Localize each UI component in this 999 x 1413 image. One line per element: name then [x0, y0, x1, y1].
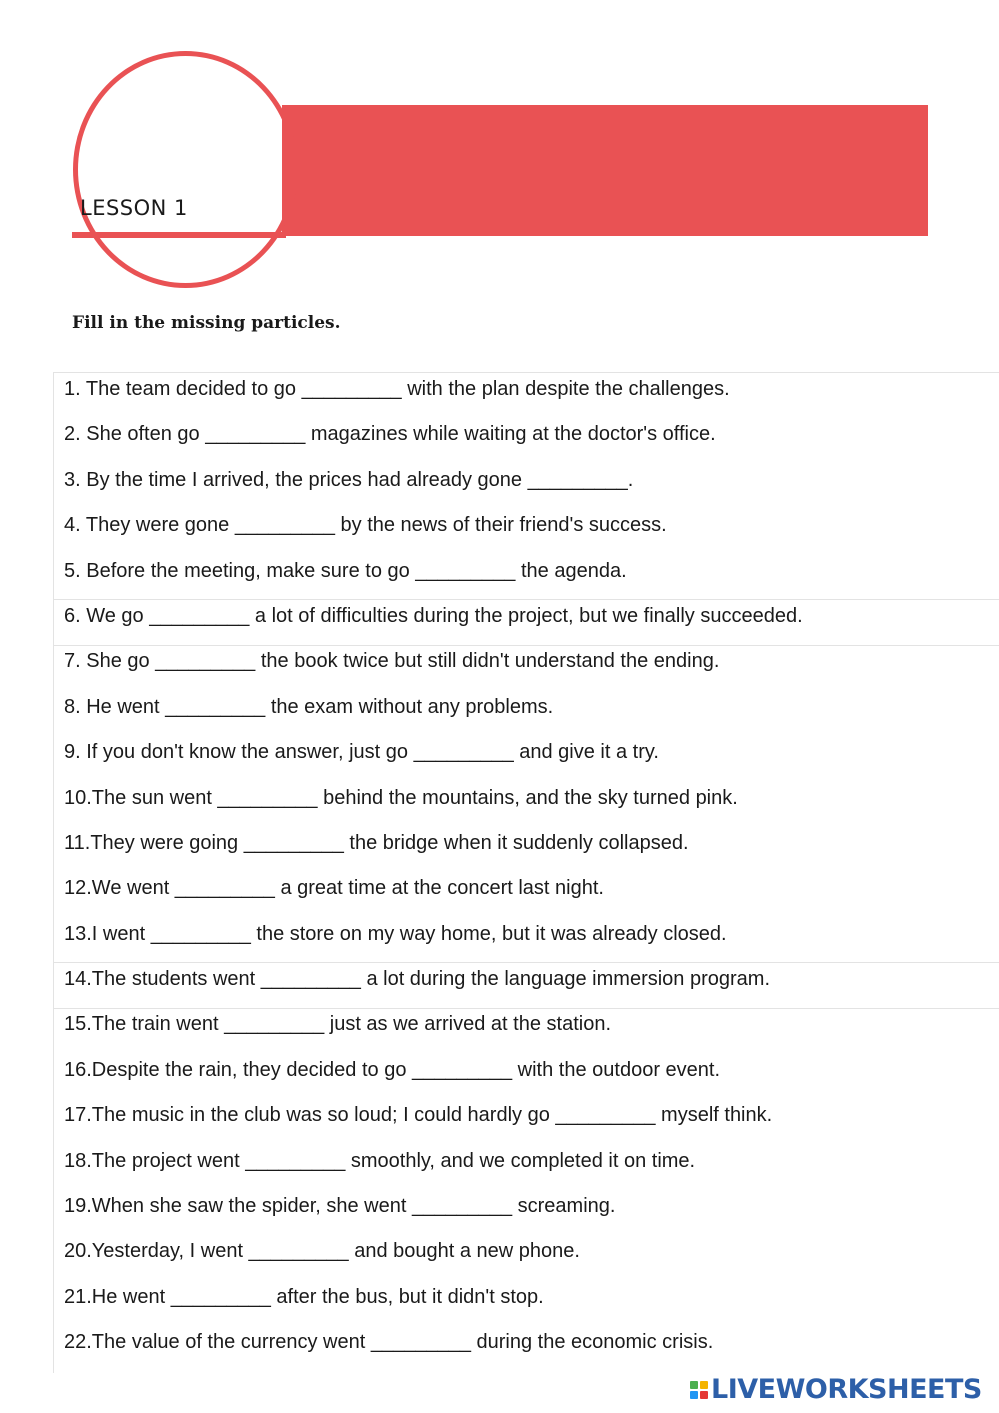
question-item: 19.When she saw the spider, she went _________ screaming.	[64, 1195, 616, 1218]
question-item: 12.We went _________ a great time at the concert last night.	[64, 877, 604, 900]
question-item: 3. By the time I arrived, the prices had already gone _________.	[64, 468, 634, 491]
instructions: Fill in the missing particles.	[72, 313, 341, 333]
question-item: 4. They were gone _________ by the news of their friend's success.	[64, 514, 667, 537]
question-item: 14.The students went _________ a lot during the language immersion program.	[64, 968, 771, 991]
question-item: 5. Before the meeting, make sure to go _________ the agenda.	[64, 559, 627, 582]
question-item: 1. The team decided to go _________ with the plan despite the challenges.	[64, 378, 730, 400]
question-item: 18.The project went _________ smoothly, and we completed it on time.	[64, 1149, 696, 1172]
watermark-text: LIVEWORKSHEETS	[711, 1374, 982, 1405]
question-item: 2. She often go _________ magazines while waiting at the doctor's office.	[64, 423, 716, 446]
question-item: 20.Yesterday, I went _________ and bought a new phone.	[64, 1240, 580, 1263]
question-item: 21.He went _________ after the bus, but it didn't stop.	[64, 1285, 544, 1308]
question-item: 11.They were going _________ the bridge when it suddenly collapsed.	[64, 831, 689, 854]
question-item: 22.The value of the currency went _________ during the economic crisis.	[64, 1331, 714, 1354]
question-item: 17.The music in the club was so loud; I could hardly go _________ myself think.	[64, 1104, 773, 1127]
question-item: 15.The train went _________ just as we arrived at the station.	[64, 1013, 612, 1036]
question-item: 9. If you don't know the answer, just go _________ and give it a try.	[64, 741, 659, 764]
header-circle-decoration	[73, 51, 298, 288]
question-item: 8. He went _________ the exam without any problems.	[64, 695, 554, 718]
liveworksheets-watermark	[690, 1374, 982, 1405]
question-item: 16.Despite the rain, they decided to go _________ with the outdoor event.	[64, 1058, 721, 1081]
question-item: 6. We go _________ a lot of difficulties during the project, but we finally succeeded.	[64, 604, 803, 627]
liveworksheets-logo-icon	[690, 1381, 708, 1399]
question-item: 13.I went _________ the store on my way home, but it was already closed.	[64, 922, 727, 945]
header-banner	[282, 105, 928, 236]
question-item: 7. She go _________ the book twice but still didn't understand the ending.	[64, 650, 720, 673]
question-list	[64, 367, 803, 1366]
question-item: 10.The sun went _________ behind the mountains, and the sky turned pink.	[64, 786, 738, 809]
lesson-title: LESSON 1	[80, 196, 188, 220]
header-underline	[72, 232, 286, 238]
